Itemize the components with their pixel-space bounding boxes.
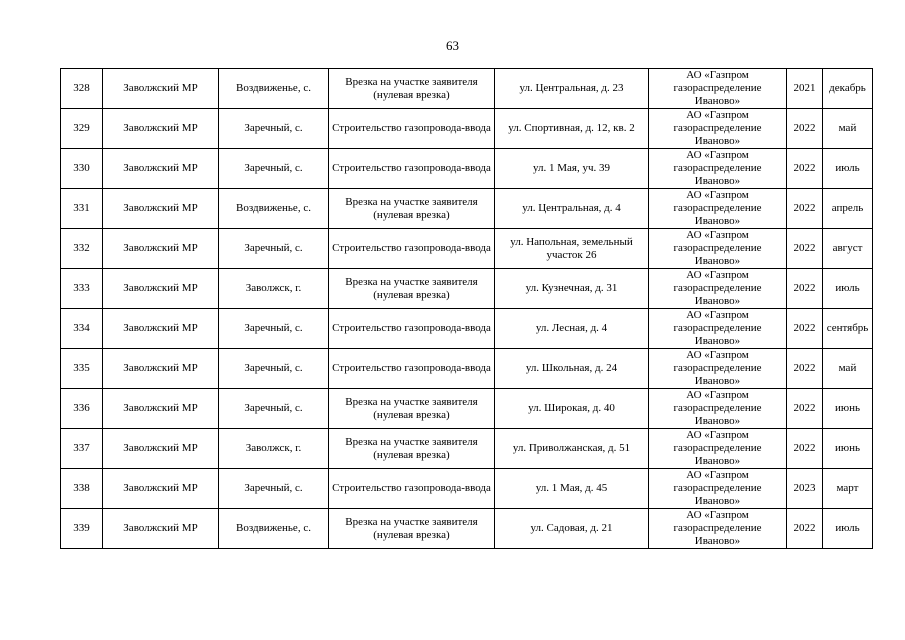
month-cell: май (823, 349, 873, 389)
month-cell: июнь (823, 389, 873, 429)
month-cell: июль (823, 149, 873, 189)
row-number-cell: 330 (61, 149, 103, 189)
year-cell: 2022 (787, 389, 823, 429)
row-number-cell: 329 (61, 109, 103, 149)
page-number: 63 (446, 38, 459, 53)
table-row (61, 69, 873, 109)
table-row (61, 469, 873, 509)
row-number-cell: 332 (61, 229, 103, 269)
address-cell: ул. 1 Мая, уч. 39 (495, 149, 649, 189)
locality-cell: Воздвиженье, с. (219, 509, 329, 549)
month-cell: март (823, 469, 873, 509)
address-cell: ул. Центральная, д. 23 (495, 69, 649, 109)
address-cell: ул. Приволжанская, д. 51 (495, 429, 649, 469)
locality-cell: Воздвиженье, с. (219, 189, 329, 229)
organization-cell: АО «Газпром газораспределение Иваново» (649, 109, 787, 149)
month-cell: апрель (823, 189, 873, 229)
work-type-cell: Строительство газопровода-ввода (329, 229, 495, 269)
table-row (61, 109, 873, 149)
work-type-cell: Врезка на участке заявителя (нулевая врезка) (329, 509, 495, 549)
year-cell: 2022 (787, 109, 823, 149)
locality-cell: Заречный, с. (219, 469, 329, 509)
organization-cell: АО «Газпром газораспределение Иваново» (649, 229, 787, 269)
district-cell: Заволжский МР (103, 309, 219, 349)
locality-cell: Заречный, с. (219, 149, 329, 189)
year-cell: 2022 (787, 429, 823, 469)
month-cell: май (823, 109, 873, 149)
month-cell: июль (823, 509, 873, 549)
table-row (61, 389, 873, 429)
organization-cell: АО «Газпром газораспределение Иваново» (649, 509, 787, 549)
year-cell: 2022 (787, 349, 823, 389)
row-number-cell: 334 (61, 309, 103, 349)
row-number-cell: 328 (61, 69, 103, 109)
year-cell: 2022 (787, 149, 823, 189)
row-number-cell: 338 (61, 469, 103, 509)
year-cell: 2022 (787, 189, 823, 229)
organization-cell: АО «Газпром газораспределение Иваново» (649, 469, 787, 509)
locality-cell: Заречный, с. (219, 349, 329, 389)
address-cell: ул. Садовая, д. 21 (495, 509, 649, 549)
year-cell: 2022 (787, 229, 823, 269)
row-number-cell: 333 (61, 269, 103, 309)
locality-cell: Заречный, с. (219, 309, 329, 349)
district-cell: Заволжский МР (103, 389, 219, 429)
table-row (61, 349, 873, 389)
address-cell: ул. Спортивная, д. 12, кв. 2 (495, 109, 649, 149)
year-cell: 2022 (787, 509, 823, 549)
district-cell: Заволжский МР (103, 349, 219, 389)
organization-cell: АО «Газпром газораспределение Иваново» (649, 189, 787, 229)
district-cell: Заволжский МР (103, 189, 219, 229)
locality-cell: Воздвиженье, с. (219, 69, 329, 109)
work-type-cell: Врезка на участке заявителя (нулевая врезка) (329, 69, 495, 109)
month-cell: август (823, 229, 873, 269)
locality-cell: Заречный, с. (219, 389, 329, 429)
row-number-cell: 339 (61, 509, 103, 549)
organization-cell: АО «Газпром газораспределение Иваново» (649, 69, 787, 109)
table-row (61, 509, 873, 549)
year-cell: 2022 (787, 309, 823, 349)
address-cell: ул. Лесная, д. 4 (495, 309, 649, 349)
year-cell: 2022 (787, 269, 823, 309)
work-type-cell: Строительство газопровода-ввода (329, 149, 495, 189)
district-cell: Заволжский МР (103, 109, 219, 149)
organization-cell: АО «Газпром газораспределение Иваново» (649, 389, 787, 429)
locality-cell: Заречный, с. (219, 229, 329, 269)
month-cell: декабрь (823, 69, 873, 109)
address-cell: ул. 1 Мая, д. 45 (495, 469, 649, 509)
year-cell: 2023 (787, 469, 823, 509)
district-cell: Заволжский МР (103, 269, 219, 309)
locality-cell: Заволжск, г. (219, 429, 329, 469)
work-type-cell: Строительство газопровода-ввода (329, 109, 495, 149)
district-cell: Заволжский МР (103, 69, 219, 109)
organization-cell: АО «Газпром газораспределение Иваново» (649, 349, 787, 389)
work-type-cell: Строительство газопровода-ввода (329, 469, 495, 509)
month-cell: июль (823, 269, 873, 309)
organization-cell: АО «Газпром газораспределение Иваново» (649, 269, 787, 309)
table-row (61, 309, 873, 349)
work-type-cell: Врезка на участке заявителя (нулевая врезка) (329, 189, 495, 229)
registry-table (60, 68, 873, 549)
address-cell: ул. Школьная, д. 24 (495, 349, 649, 389)
work-type-cell: Строительство газопровода-ввода (329, 349, 495, 389)
work-type-cell: Врезка на участке заявителя (нулевая врезка) (329, 269, 495, 309)
month-cell: июнь (823, 429, 873, 469)
organization-cell: АО «Газпром газораспределение Иваново» (649, 149, 787, 189)
organization-cell: АО «Газпром газораспределение Иваново» (649, 429, 787, 469)
address-cell: ул. Напольная, земельный участок 26 (495, 229, 649, 269)
work-type-cell: Строительство газопровода-ввода (329, 309, 495, 349)
row-number-cell: 335 (61, 349, 103, 389)
organization-cell: АО «Газпром газораспределение Иваново» (649, 309, 787, 349)
year-cell: 2021 (787, 69, 823, 109)
row-number-cell: 337 (61, 429, 103, 469)
table-row (61, 149, 873, 189)
district-cell: Заволжский МР (103, 469, 219, 509)
work-type-cell: Врезка на участке заявителя (нулевая врезка) (329, 429, 495, 469)
work-type-cell: Врезка на участке заявителя (нулевая врезка) (329, 389, 495, 429)
address-cell: ул. Широкая, д. 40 (495, 389, 649, 429)
address-cell: ул. Кузнечная, д. 31 (495, 269, 649, 309)
table-row (61, 189, 873, 229)
district-cell: Заволжский МР (103, 229, 219, 269)
row-number-cell: 336 (61, 389, 103, 429)
district-cell: Заволжский МР (103, 429, 219, 469)
row-number-cell: 331 (61, 189, 103, 229)
table-row (61, 429, 873, 469)
address-cell: ул. Центральная, д. 4 (495, 189, 649, 229)
month-cell: сентябрь (823, 309, 873, 349)
table-row (61, 269, 873, 309)
locality-cell: Заречный, с. (219, 109, 329, 149)
district-cell: Заволжский МР (103, 149, 219, 189)
locality-cell: Заволжск, г. (219, 269, 329, 309)
table-row (61, 229, 873, 269)
district-cell: Заволжский МР (103, 509, 219, 549)
